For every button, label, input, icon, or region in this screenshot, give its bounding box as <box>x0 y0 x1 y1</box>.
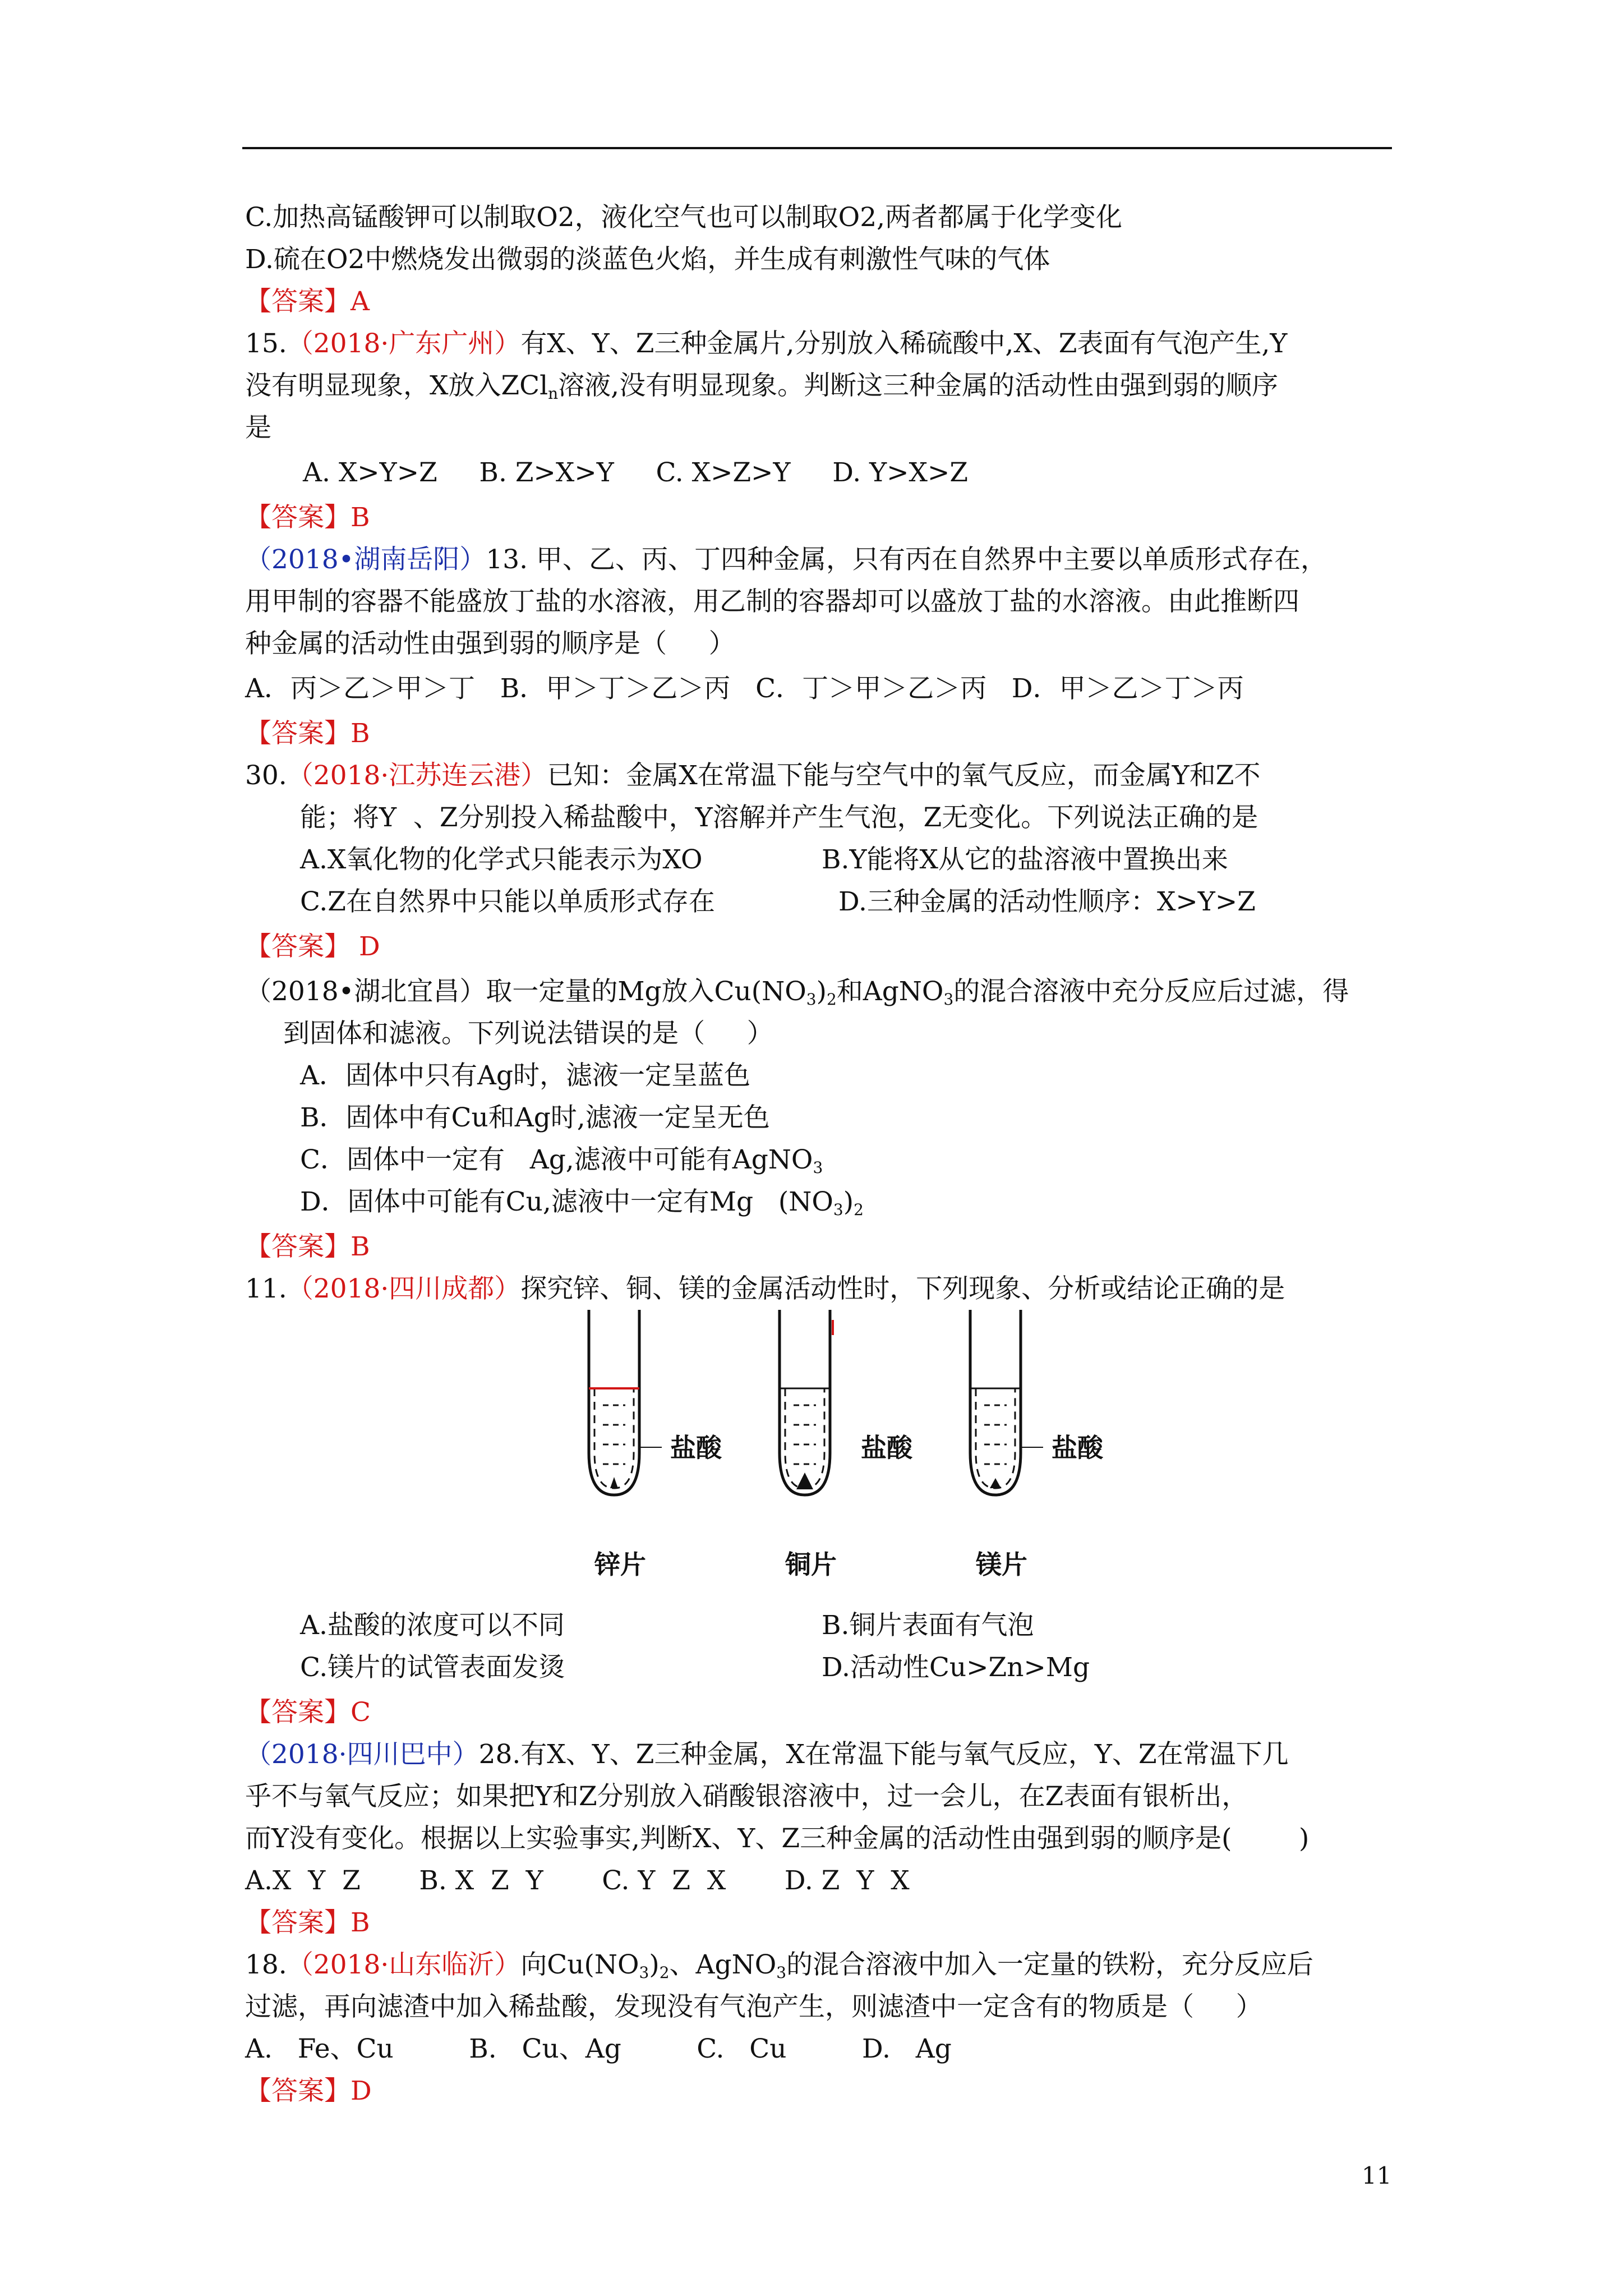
yichang-option-b: B．固体中有Cu和Ag时,滤液一定呈无色 <box>300 1102 770 1133</box>
q15-answer: 【答案】B <box>245 502 370 533</box>
q13-stem-line1: （2018•湖南岳阳）13. 甲、乙、丙、丁四种金属，只有丙在自然界中主要以单质形式存在， <box>245 544 1327 575</box>
q18-source: （2018·山东临沂） <box>287 1949 521 1980</box>
magnesium-metal-label: 镁片 <box>976 1549 1027 1580</box>
q11-option-c: C.镁片的试管表面发烫 <box>300 1652 565 1683</box>
q30-source: （2018·江苏连云港） <box>287 760 547 791</box>
q18-stem-line2: 过滤，再向滤渣中加入稀盐酸，发现没有气泡产生，则滤渣中一定含有的物质是（ ） <box>245 1991 1262 2022</box>
q11-source: （2018·四川成都） <box>287 1273 521 1304</box>
q11-stem: 11.（2018·四川成都）探究锌、铜、镁的金属活动性时，下列现象、分析或结论正确的是 <box>245 1273 1285 1304</box>
q11-option-a: A.盐酸的浓度可以不同 <box>300 1610 565 1641</box>
q28-stem-line1: （2018·四川巴中）28.有X、Y、Z三种金属，X在常温下能与氧气反应，Y、Z在常温下几 <box>245 1739 1289 1770</box>
yichang-source: （2018•湖北宜昌） <box>245 976 486 1007</box>
magnesium-acid-label: 盐酸 <box>1052 1433 1103 1463</box>
q18-options: A. Fe、Cu B. Cu、Ag C. Cu D. Ag <box>245 2033 952 2064</box>
yichang-option-a: A．固体中只有Ag时，滤液一定呈蓝色 <box>300 1060 750 1091</box>
q28-source: （2018·四川巴中） <box>245 1739 479 1770</box>
q11-option-b: B.铜片表面有气泡 <box>822 1610 1034 1641</box>
copper-tube <box>780 1310 913 1580</box>
q30-answer: 【答案】 D <box>245 931 380 962</box>
magnesium-tube <box>970 1310 1104 1580</box>
yichang-stem-line1: （2018•湖北宜昌）取一定量的Mg放入$Cu(NO_3)_2$和AgNO$_3$的混合溶液中充分反应后过滤，得 <box>245 976 1349 1009</box>
q13-stem-line3: 种金属的活动性由强到弱的顺序是（ ） <box>245 628 735 659</box>
q11-answer: 【答案】C <box>245 1697 371 1728</box>
header-rule <box>242 147 1392 149</box>
q11-option-d: D.活动性Cu>Zn>Mg <box>822 1652 1090 1683</box>
q15-source: （2018·广东广州） <box>287 328 521 359</box>
q30-option-b: B.Y能将X从它的盐溶液中置换出来 <box>822 844 1228 875</box>
q14-option-c: C.加热高锰酸钾可以制取O2，液化空气也可以制取O2,两者都属于化学变化 <box>245 202 1123 233</box>
q28-answer: 【答案】B <box>245 1907 370 1938</box>
q13-options: A．丙＞乙＞甲＞丁 B．甲＞丁＞乙＞丙 C．丁＞甲＞乙＞丙 D．甲＞乙＞丁＞丙 <box>245 673 1244 704</box>
copper-metal-label: 铜片 <box>785 1549 837 1580</box>
q13-stem-line2: 用甲制的容器不能盛放丁盐的水溶液，用乙制的容器却可以盛放丁盐的水溶液。由此推断四 <box>245 586 1299 617</box>
yichang-answer: 【答案】B <box>245 1231 370 1262</box>
zinc-metal-label: 锌片 <box>594 1549 646 1580</box>
q18-stem-line1: 18.（2018·山东临沂）向$Cu(NO_3)_2$、AgNO$_3$的混合溶液中加入一定量的铁粉，充分反应后 <box>245 1949 1314 1982</box>
page-number: 11 <box>1362 2162 1392 2189</box>
q30-option-c: C.Z在自然界中只能以单质形式存在 <box>300 886 715 917</box>
q13-source: （2018•湖南岳阳） <box>245 544 486 575</box>
q15-options: A. X>Y>Z B. Z>X>Y C. X>Z>Y D. Y>X>Z <box>303 457 969 488</box>
q30-stem-line1: 30.（2018·江苏连云港）已知：金属X在常温下能与空气中的氧气反应，而金属Y和Z不 <box>245 760 1261 791</box>
zinc-acid-label: 盐酸 <box>670 1433 722 1463</box>
q14-option-d: D.硫在O2中燃烧发出微弱的淡蓝色火焰，并生成有刺激性气味的气体 <box>245 244 1050 275</box>
q30-option-a: A.X氧化物的化学式只能表示为XO <box>300 844 703 875</box>
q28-stem-line3: 而Y没有变化。根据以上实验事实,判断X、Y、Z三种金属的活动性由强到弱的顺序是( ) <box>245 1823 1310 1854</box>
yichang-option-c: C．固体中一定有 Ag,滤液中可能有AgNO$_3$ <box>300 1144 823 1177</box>
q14-answer: 【答案】A <box>245 286 370 317</box>
q15-stem-line3: 是 <box>245 412 271 443</box>
q13-answer: 【答案】B <box>245 718 370 749</box>
q30-option-d: D.三种金属的活动性顺序：X>Y>Z <box>838 886 1256 917</box>
yichang-option-d: D．固体中可能有Cu,滤液中一定有Mg $(NO_3)_2$ <box>300 1186 864 1219</box>
q28-stem-line2: 乎不与氧气反应；如果把Y和Z分别放入硝酸银溶液中，过一会儿，在Z表面有银析出， <box>245 1781 1248 1812</box>
q28-options: A.X Y Z B. X Z Y C. Y Z X D. Z Y X <box>245 1865 910 1896</box>
q15-stem-line1: 15.（2018·广东广州）有X、Y、Z三种金属片,分别放入稀硫酸中,X、Z表面有气泡产生,Y <box>245 328 1288 359</box>
zinc-tube <box>589 1310 722 1580</box>
yichang-stem-line2: 到固体和滤液。下列说法错误的是（ ） <box>283 1018 773 1049</box>
q15-stem-line2: 没有明显现象，X放入ZCl$_n$溶液,没有明显现象。判断这三种金属的活动性由强到弱的顺序 <box>245 370 1279 403</box>
q18-answer: 【答案】D <box>245 2076 372 2106</box>
copper-acid-label: 盐酸 <box>861 1433 912 1463</box>
q30-stem-line2: 能；将Y 、Z分别投入稀盐酸中，Y溶解并产生气泡，Z无变化。下列说法正确的是 <box>300 802 1258 833</box>
test-tube-figure <box>566 1310 1116 1607</box>
